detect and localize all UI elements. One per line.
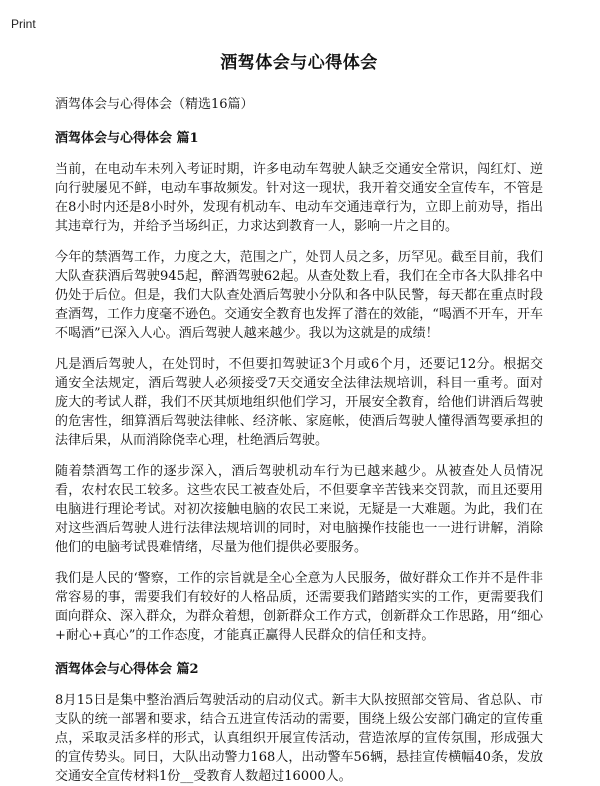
paragraph: 今年的禁酒驾工作，力度之大，范围之广，处罚人员之多，历罕见。截至目前，我们大队查获酒后驾驶945起，醉酒驾驶62起。从查处数上看，我们在全市各大队排名中仍处于后位。但是，我们大队查处酒后驾驶小分队和各中队民警，每天都在重点时段查酒驾，工作力度毫不逊色。交通安全教育也发挥了潜在的效能，“喝酒不开车，开车不喝酒”已深入人心。酒后驾驶人越来越少。我以为这就是的成绩！ bbox=[55, 250, 543, 341]
print-link[interactable]: Print bbox=[11, 17, 36, 31]
paragraph: 凡是酒后驾驶人，在处罚时，不但要扣驾驶证3个月或6个月，还要记12分。根据交通安全法规定，酒后驾驶人必须接受7天交通安全法律法规培训，科目一重考。面对庞大的考试人群，我们不厌其烦地组织他们学习，开展安全教育，给他们讲酒后驾驶的危害性，细算酒后驾驶法律帐、经济帐、家庭帐，使酒后驾驶人懂得酒驾要承担的法律后果，从而消除侥幸心理，杜绝酒后驾驶。 bbox=[55, 357, 543, 448]
paragraph: 8月15日是集中整治酒后驾驶活动的启动仪式。新丰大队按照部交管局、省总队、市支队的统一部署和要求，结合五进宣传活动的需要，围绕上级公安部门确定的宣传重点，采取灵活多样的形式，认真组织开展宣传活动，营造浓厚的宣传氛围，形成强大的宣传势头。同日，大队出动警力168人，出动警车56辆，悬挂宣传横幅40条，发放交通安全宣传材料1份__受教育人数超过16000人。 bbox=[55, 693, 543, 784]
document-body bbox=[55, 52, 543, 786]
section-heading: 酒驾体会与心得体会 篇2 bbox=[55, 662, 199, 677]
section-heading: 酒驾体会与心得体会 篇1 bbox=[55, 131, 199, 146]
document-title: 酒驾体会与心得体会 bbox=[220, 53, 378, 73]
document-subtitle: 酒驾体会与心得体会（精选16篇） bbox=[55, 97, 254, 112]
paragraph: 随着禁酒驾工作的逐步深入，酒后驾驶机动车行为已越来越少。从被查处人员情况看，农村农民工较多。这些农民工被查处后，不但要拿辛苦钱来交罚款，而且还要用电脑进行理论考试。对初次接触电脑的农民工来说，无疑是一大难题。为此，我们在对这些酒后驾驶人进行法律法规培训的同时，对电脑操作技能也一一进行讲解，消除他们的电脑考试畏难情绪，尽量为他们提供必要服务。 bbox=[55, 464, 543, 555]
paragraph: 我们是人民的‘警察，工作的宗旨就是全心全意为人民服务，做好群众工作并不是件非常容易的事，需要我们有较好的人格品质，还需要我们踏踏实实的工作，更需要我们面向群众、深入群众，为群众着想，创新群众工作方式，创新群众工作思路，用“细心+耐心+真心”的工作态度，才能真正赢得人民群众的信任和支持。 bbox=[55, 571, 543, 643]
paragraph: 当前，在电动车未列入考证时期，许多电动车驾驶人缺乏交通安全常识，闯红灯、逆向行驶屡见不鲜，电动车事故频发。针对这一现状，我开着交通安全宣传车，不管是在8小时内还是8小时外，发现有机动车、电动车交通违章行为，立即上前劝导，指出其违章行为，并给予当场纠正，力求达到教育一人，影响一片之目的。 bbox=[55, 162, 543, 234]
